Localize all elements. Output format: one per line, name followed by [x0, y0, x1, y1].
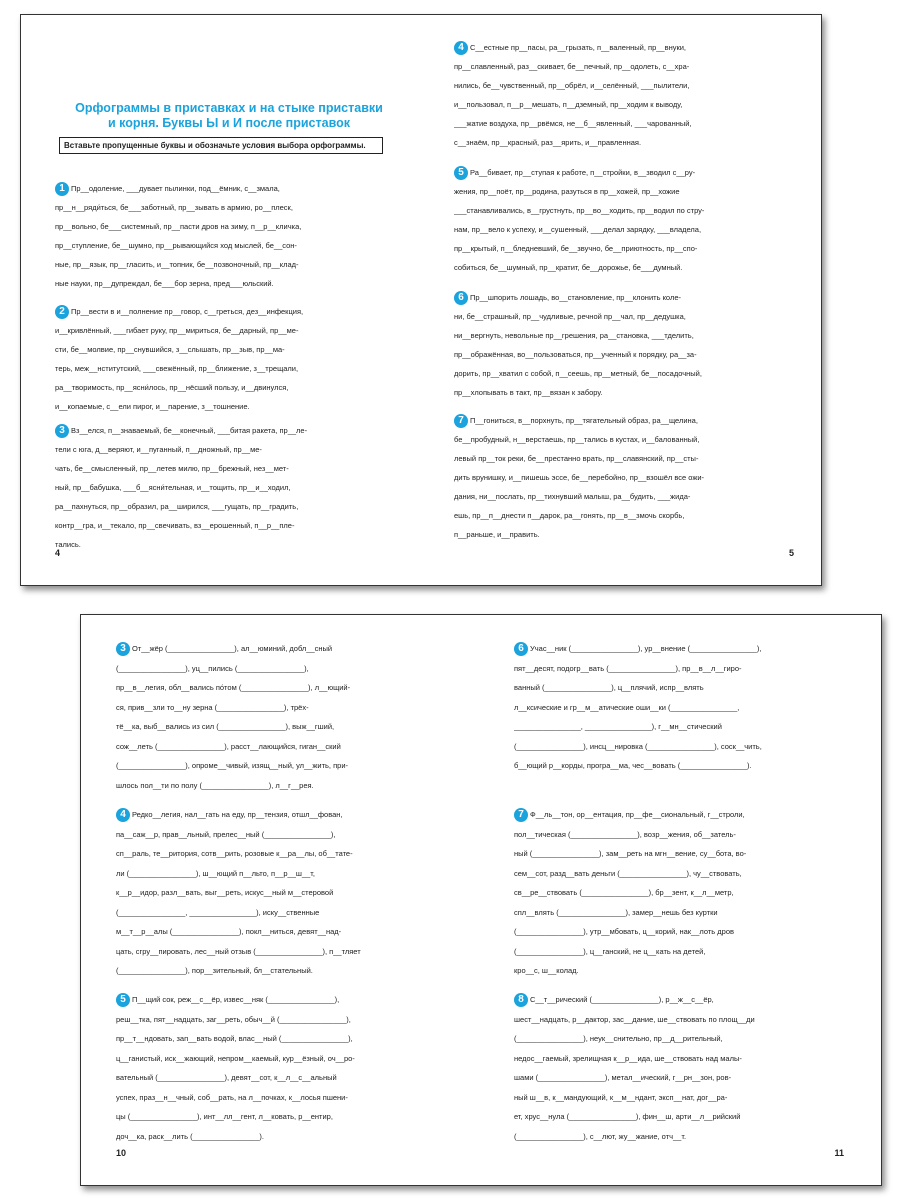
- exercise-line-text: св__ре__ствовать (________________), бр__зент, к__л__метр,: [514, 888, 734, 897]
- exercise-2: [55, 302, 403, 416]
- exercise-1: [55, 179, 403, 293]
- exercise-line: [454, 288, 794, 307]
- exercise-number-badge: 4: [116, 808, 130, 822]
- exercise-line-text: сож__леть (________________), расст__лающийся, гиган__ский: [116, 741, 341, 751]
- exercise-line: [454, 201, 794, 220]
- exercise-line: [454, 345, 794, 364]
- exercise-text: [55, 179, 403, 293]
- exercise-line-text: ный, пр__бабушка, ___б__ясни́тельная, и__тощить, пр__и__ходил,: [55, 483, 291, 492]
- exercise-line-text: ся, прив__зли то__ну зерна (________________), трёх-: [116, 702, 309, 712]
- exercise-line: [514, 1088, 844, 1108]
- exercise-line-text: От__жёр (________________), ал__юминий, добл__сный: [132, 644, 333, 653]
- exercise-line: [454, 468, 794, 487]
- exercise-line-text: левый пр__ток реки, бе__престанно врать, пр__славянский, пр__сты-: [454, 454, 699, 463]
- section-title: [55, 101, 403, 131]
- exercise-line-text: (________________), утр__мбовать, ц__корий, нак__лоть дров: [514, 927, 734, 936]
- exercise-number-badge: 3: [55, 424, 69, 438]
- exercise-line-text: Ра__бивает, пр__ступая к работе, п__стройки, в__зводил с__ру-: [470, 168, 696, 177]
- exercise-line-text: ра__пахнуться, пр__образил, ра__ширился, ___гущать, пр__градить,: [55, 502, 299, 511]
- exercise-text: [454, 38, 794, 152]
- exercise-line-text: к__р__идор, разл__вать, выг__реть, искус__ный м__стеровой: [116, 888, 334, 897]
- exercise-line: [55, 497, 403, 516]
- exercise-line: [514, 1029, 844, 1049]
- exercise-6: [454, 288, 794, 402]
- exercise-line: [116, 1068, 446, 1088]
- exercise-line-text: Вз__елся, п__знаваемый, бе__конечный, ___битая ракета, пр__ле-: [71, 426, 308, 435]
- exercise-line: [514, 717, 844, 737]
- exercise-line-text: шлось пол__ти по полу (________________), л__г__рея.: [116, 780, 314, 790]
- exercise-text: [514, 805, 844, 981]
- exercise-text: [116, 639, 446, 795]
- exercise-line-text: нам, пр__вело к успеху, и__сушенный, ___делал зарядку, ___владела,: [454, 225, 702, 234]
- exercise-text: [116, 805, 446, 981]
- exercise-line-text: пят__десят, подогр__вать (________________), пр__в__л__гиро-: [514, 663, 742, 673]
- exercise-line-text: л__ксические и гр__м__атические оши__ки (________________,: [514, 702, 740, 712]
- exercise-line: [116, 1049, 446, 1069]
- exercise-line: [454, 182, 794, 201]
- exercise-line-text: П__гониться, в__порхнуть, пр__тягательный образ, ра__щелина,: [470, 416, 698, 425]
- exercise-number-badge: 7: [454, 414, 468, 428]
- exercise-line: [514, 961, 844, 981]
- exercise-line: [116, 659, 446, 679]
- exercise-line: [116, 737, 446, 757]
- exercise-line: [55, 516, 403, 535]
- exercise-line: [55, 302, 403, 321]
- exercise-line: [55, 198, 403, 217]
- exercise-line: [454, 57, 794, 76]
- exercise-line-text: (________________), с__лют, жу__жание, отч__т.: [514, 1131, 687, 1141]
- exercise-line: [116, 756, 446, 776]
- exercise-line-text: (________________, ________________), иску__ственные: [116, 907, 320, 917]
- exercise-line: [454, 525, 794, 544]
- exercise-line-text: Пр__одоление, ___дувает пылинки, под__ёмник, с__змала,: [71, 184, 280, 193]
- exercise-8: [514, 990, 844, 1146]
- exercise-line-text: ц__ганистый, иск__жающий, непром__каемый, кур__ёзный, оч__ро-: [116, 1053, 355, 1063]
- exercise-line-text: ________________, ________________), г__мн__стический: [514, 722, 722, 731]
- exercise-line: [116, 942, 446, 962]
- exercise-line-text: пр__вольно, бе___системный, пр__пасти дров на зиму, п__р__кличка,: [55, 222, 302, 231]
- page-11: [514, 615, 844, 1185]
- exercise-line: [116, 1029, 446, 1049]
- exercise-line-text: дить врунишку, и__пишешь эссе, бе__перебойно, пр__взошёл все ожи-: [454, 473, 705, 482]
- exercise-line-text: чать, бе__смысленный, пр__летев милю, пр__брежный, нез__мет-: [55, 464, 289, 473]
- exercise-line-text: нились, бе__чувственный, пр__обрёл, и__селённый, ___пылители,: [454, 81, 690, 90]
- exercise-line-text: пр__н__ряди́ться, бе___заботный, пр__зывать в армию, ро__плеск,: [55, 203, 293, 212]
- exercise-line-text: сп__раль, те__ритория, сотв__рить, розовые к__ра__лы, об__тате-: [116, 849, 353, 858]
- exercise-line: [514, 1068, 844, 1088]
- exercise-line: [514, 1127, 844, 1147]
- page-number: 10: [116, 1148, 127, 1158]
- exercise-line: [514, 805, 844, 825]
- page-number: 4: [55, 548, 61, 558]
- exercise-line: [514, 659, 844, 679]
- exercise-line-text: доч__ка, раск__лить (________________).: [116, 1131, 264, 1141]
- exercise-line-text: ни__вергнуть, невольные пр__грешения, ра__становка, ___тделить,: [454, 331, 694, 340]
- exercise-line-text: С__т__рический (________________), р__ж__с__ёр,: [530, 995, 714, 1004]
- exercise-3: [55, 421, 403, 554]
- exercise-line-text: цать, сгру__пировать, лес__ный отзыв (________________), п__тляет: [116, 946, 361, 956]
- exercise-line-text: ли (________________), ш__ющий п__льто, п__р__ш__т,: [116, 868, 315, 878]
- exercise-line-text: П__щий сок, реж__с__ёр, извес__няк (________________),: [132, 995, 340, 1004]
- exercise-line: [116, 990, 446, 1010]
- exercise-4: [454, 38, 794, 152]
- exercise-line: [454, 163, 794, 182]
- exercise-line-text: пр__славленный, раз__скивает, бе__печный, пр__одолеть, с__хра-: [454, 62, 690, 71]
- exercise-line: [55, 274, 403, 293]
- exercise-line-text: контр__гра, и__текало, пр__свечивать, вз__ерошенный, п__р__пле-: [55, 521, 295, 530]
- exercise-line: [116, 698, 446, 718]
- exercise-line-text: тались.: [55, 540, 81, 549]
- exercise-line-text: Пр__вести в и__полнение пр__говор, с__греться, дез__инфекция,: [71, 307, 304, 316]
- exercise-number-badge: 7: [514, 808, 528, 822]
- exercise-line-text: тё__ка, выб__вались из сил (________________), выж__гший,: [116, 722, 335, 731]
- exercise-line-text: Редко__легия, нал__гать на еду, пр__тензия, отшл__фован,: [132, 810, 343, 819]
- exercise-line: [55, 236, 403, 255]
- exercise-line-text: пр__т__ндовать, зап__вать водой, влас__ный (________________),: [116, 1034, 353, 1043]
- exercise-line: [454, 76, 794, 95]
- exercise-line-text: пол__тическая (________________), возр__жения, об__затель-: [514, 829, 736, 839]
- exercise-line-text: (________________), опроме__чивый, изящ__ный, ул__жить, при-: [116, 761, 349, 770]
- exercise-line: [514, 903, 844, 923]
- exercise-line: [116, 883, 446, 903]
- exercise-line: [116, 717, 446, 737]
- exercise-line-text: Пр__шпорить лошадь, во__становление, пр__клонить коле-: [470, 293, 681, 302]
- exercise-line: [514, 844, 844, 864]
- exercise-line-text: дорить, пр__хватил с собой, п__сеешь, пр__метный, бе__посадочный,: [454, 369, 702, 378]
- exercise-line-text: и__кривлённый, ___гибает руку, пр__мириться, бе__дарный, пр__ме-: [55, 326, 299, 335]
- exercise-line: [454, 364, 794, 383]
- exercise-line-text: Ф__ль__тон, ор__ентация, пр__фе__сиональный, г__строли,: [530, 810, 745, 819]
- exercise-line: [454, 307, 794, 326]
- exercise-line-text: п__раньше, и__править.: [454, 530, 540, 539]
- exercise-line-text: кро__с, ш__колад.: [514, 966, 579, 975]
- exercise-line: [514, 737, 844, 757]
- book-spread-pages-10-11: [80, 614, 882, 1186]
- exercise-line-text: ный ш__в, к__мандующий, к__м__ндант, эксп__нат, дог__ра-: [514, 1092, 728, 1102]
- exercise-line: [55, 397, 403, 416]
- exercise-line-text: терь, меж__нститутский, ___свежённый, пр__ближение, з__трещали,: [55, 364, 299, 373]
- page-number: 11: [834, 1148, 844, 1158]
- exercise-line-text: ные науки, пр__дупреждал, бе___бор зерна, пред___юльский.: [55, 279, 274, 288]
- instruction-box: Вставьте пропущенные буквы и обозначьте условия выбора орфограммы.: [59, 137, 383, 154]
- exercise-line: [116, 844, 446, 864]
- exercise-line-text: ешь, пр__п__днести п__дарок, ра__гонять, пр__в__змочь скорбь,: [454, 511, 685, 520]
- exercise-line: [514, 825, 844, 845]
- exercise-line: [116, 961, 446, 981]
- exercise-line-text: сем__сот, разд__вать деньги (________________), чу__ствовать,: [514, 868, 742, 878]
- exercise-number-badge: 5: [116, 993, 130, 1007]
- exercise-line: [55, 421, 403, 440]
- exercise-line: [454, 487, 794, 506]
- exercise-line: [116, 678, 446, 698]
- exercise-line-text: бе__пробудный, н__верстаешь, пр__тались в кустах, и__балованный,: [454, 435, 700, 444]
- exercise-line-text: пр__крытый, п__бледневший, бе__звучно, бе__приютность, пр__спо-: [454, 244, 698, 253]
- exercise-text: [116, 990, 446, 1146]
- exercise-line-text: ___жатие воздуха, пр__рвёмся, не__б__явленный, ___чарованный,: [454, 119, 692, 128]
- exercise-text: [454, 288, 794, 402]
- exercise-line-text: (________________), пор__зительный, бл__стательный.: [116, 966, 313, 975]
- exercise-line: [514, 883, 844, 903]
- exercise-line: [454, 258, 794, 277]
- exercise-line-text: тели с юга, д__веряют, и__пуганный, п__дножный, пр__ме-: [55, 445, 262, 454]
- exercise-number-badge: 4: [454, 41, 468, 55]
- exercise-line-text: цы (________________), инт__лл__гент, л__ковать, р__ентир,: [116, 1112, 333, 1121]
- exercise-line-text: с__знаём, пр__красный, раз__ярить, и__правленная.: [454, 138, 642, 147]
- exercise-line-text: шест__надцать, р__дактор, зас__дание, ше__ствовать по площ__ди: [514, 1014, 755, 1024]
- exercise-line-text: ный (________________), зам__реть на мгн__вение, су__бота, во-: [514, 849, 747, 858]
- exercise-line: [454, 220, 794, 239]
- exercise-line: [514, 1049, 844, 1069]
- exercise-line: [116, 776, 446, 796]
- exercise-line: [55, 217, 403, 236]
- exercise-4: [116, 805, 446, 981]
- exercise-number-badge: 2: [55, 305, 69, 319]
- exercise-line: [55, 478, 403, 497]
- exercise-line-text: ра__творимость, пр__ясни́лось, пр__нёсший пользу, и__двинулся,: [55, 383, 289, 392]
- exercise-line-text: Учас__ник (________________), ур__внение (________________),: [530, 644, 762, 653]
- title-line-2: и корня. Буквы Ы и И после приставок: [108, 116, 350, 130]
- exercise-line-text: собиться, бе__шумный, пр__кратит, бе__дорожье, бе___думный.: [454, 263, 683, 272]
- exercise-line-text: шами (________________), метал__ический, г__рн__зон, ров-: [514, 1073, 732, 1082]
- exercise-line: [454, 326, 794, 345]
- exercise-line: [454, 411, 794, 430]
- exercise-line: [116, 825, 446, 845]
- exercise-line-text: реш__тка, пят__надцать, заг__реть, обыч__й (________________),: [116, 1014, 351, 1024]
- exercise-line: [55, 255, 403, 274]
- exercise-5: [116, 990, 446, 1146]
- exercise-line: [116, 805, 446, 825]
- exercise-line-text: успех, праз__н__чный, соб__рать, на л__почках, к__лосья пшени-: [116, 1092, 348, 1102]
- exercise-line-text: жения, пр__поёт, пр__родина, разуться в пр__хожей, пр__хожие: [454, 187, 680, 196]
- exercise-line-text: ные, пр__язык, пр__гласить, и__топник, бе__позвоночный, пр__клад-: [55, 260, 299, 269]
- exercise-line: [514, 942, 844, 962]
- exercise-line: [454, 95, 794, 114]
- exercise-6: [514, 639, 844, 776]
- exercise-line-text: (________________), ц__ганский, не ц__кать на детей,: [514, 946, 706, 956]
- exercise-line: [116, 639, 446, 659]
- exercise-number-badge: 6: [454, 291, 468, 305]
- exercise-line-text: недос__гаемый, зрелищная к__р__ида, ше__ствовать над малы-: [514, 1053, 742, 1063]
- page-number: 5: [788, 548, 794, 558]
- exercise-line-text: б__ющий р__корды, програ__ма, чес__вовать (________________).: [514, 761, 752, 770]
- exercise-line: [116, 1088, 446, 1108]
- exercise-line: [514, 922, 844, 942]
- exercise-line: [514, 1010, 844, 1030]
- exercise-text: [514, 639, 844, 776]
- exercise-line: [454, 114, 794, 133]
- exercise-line-text: (________________), неук__снительно, пр__д__рительный,: [514, 1034, 723, 1043]
- exercise-line: [55, 340, 403, 359]
- exercise-line-text: ет, хрус__нула (________________), фин__ш, арти__л__рийский: [514, 1112, 741, 1121]
- exercise-line-text: (________________), инсц__нировка (________________), соск__чить,: [514, 741, 762, 751]
- exercise-line-text: сти, бе__молвие, пр__снувшийся, з__слышать, пр__зыв, пр__ма-: [55, 345, 285, 354]
- exercise-line-text: вательный (________________), девят__сот, к__л__с__альный: [116, 1073, 337, 1082]
- exercise-line: [55, 459, 403, 478]
- exercise-number-badge: 6: [514, 642, 528, 656]
- exercise-line-text: ___станавливались, в__грустнуть, пр__во__ходить, пр__водил по стру-: [454, 206, 705, 215]
- exercise-line-text: пр__ступление, бе__шумно, пр__рывающийся ход мыслей, бе__сон-: [55, 241, 297, 250]
- exercise-line-text: м__т__р__алы (________________), покл__ниться, девят__над-: [116, 927, 342, 936]
- exercise-text: [454, 411, 794, 544]
- exercise-5: [454, 163, 794, 277]
- exercise-text: [55, 302, 403, 416]
- exercise-line-text: па__саж__р, прав__льный, прелес__ный (________________),: [116, 829, 336, 839]
- exercise-line: [116, 1107, 446, 1127]
- exercise-line: [454, 430, 794, 449]
- exercise-line: [116, 922, 446, 942]
- exercise-line: [454, 383, 794, 402]
- exercise-line: [454, 133, 794, 152]
- exercise-7: [454, 411, 794, 544]
- exercise-line: [514, 698, 844, 718]
- exercise-line: [514, 864, 844, 884]
- exercise-line-text: и__копаемые, с__ели пирог, и__парение, з__тошнение.: [55, 402, 250, 411]
- exercise-line-text: пр__ображённая, во__пользоваться, пр__ученный к порядку, ра__за-: [454, 350, 697, 359]
- exercise-line: [514, 990, 844, 1010]
- exercise-line: [454, 38, 794, 57]
- page-4: [55, 15, 403, 585]
- exercise-line-text: и__пользовал, п__р__мешать, п__дземный, пр__ходим к выводу,: [454, 100, 683, 109]
- exercise-line: [514, 639, 844, 659]
- exercise-line: [116, 1127, 446, 1147]
- book-spread-pages-4-5: [20, 14, 822, 586]
- exercise-line: [116, 864, 446, 884]
- exercise-line: [514, 756, 844, 776]
- exercise-line: [514, 1107, 844, 1127]
- exercise-line: [454, 239, 794, 258]
- exercise-line-text: С__естные пр__пасы, ра__грызать, п__валенный, пр__внуки,: [470, 43, 687, 52]
- exercise-line: [116, 903, 446, 923]
- exercise-line-text: ни, бе__страшный, пр__чудливые, речной пр__чал, пр__дедушка,: [454, 312, 686, 321]
- exercise-line-text: дания, ни__послать, пр__тихнувший малыш, ра__будить, ___жида-: [454, 492, 691, 501]
- exercise-line-text: ванный (________________), ц__плячий, испр__влять: [514, 683, 704, 692]
- page-5: [454, 15, 794, 585]
- exercise-line-text: пр__хлопывать в такт, пр__вязан к забору.: [454, 388, 603, 397]
- page-10: [116, 615, 446, 1185]
- exercise-3: [116, 639, 446, 795]
- exercise-line: [454, 449, 794, 468]
- exercise-line: [116, 1010, 446, 1030]
- exercise-line: [55, 359, 403, 378]
- exercise-line-text: (________________), уц__пились (________________),: [116, 663, 309, 673]
- exercise-number-badge: 3: [116, 642, 130, 656]
- exercise-number-badge: 5: [454, 166, 468, 180]
- exercise-line: [454, 506, 794, 525]
- exercise-line: [514, 678, 844, 698]
- exercise-line: [55, 535, 403, 554]
- exercise-number-badge: 8: [514, 993, 528, 1007]
- exercise-line-text: пр__в__легия, обл__вались по́том (________________), л__ющий-: [116, 683, 351, 692]
- title-line-1: Орфограммы в приставках и на стыке приставки: [75, 101, 383, 115]
- exercise-text: [55, 421, 403, 554]
- exercise-line: [55, 321, 403, 340]
- exercise-line: [55, 440, 403, 459]
- exercise-text: [454, 163, 794, 277]
- exercise-line-text: спл__влять (________________), замер__нешь без куртки: [514, 907, 718, 917]
- exercise-line: [55, 378, 403, 397]
- exercise-line: [55, 179, 403, 198]
- exercise-text: [514, 990, 844, 1146]
- exercise-7: [514, 805, 844, 981]
- exercise-number-badge: 1: [55, 182, 69, 196]
